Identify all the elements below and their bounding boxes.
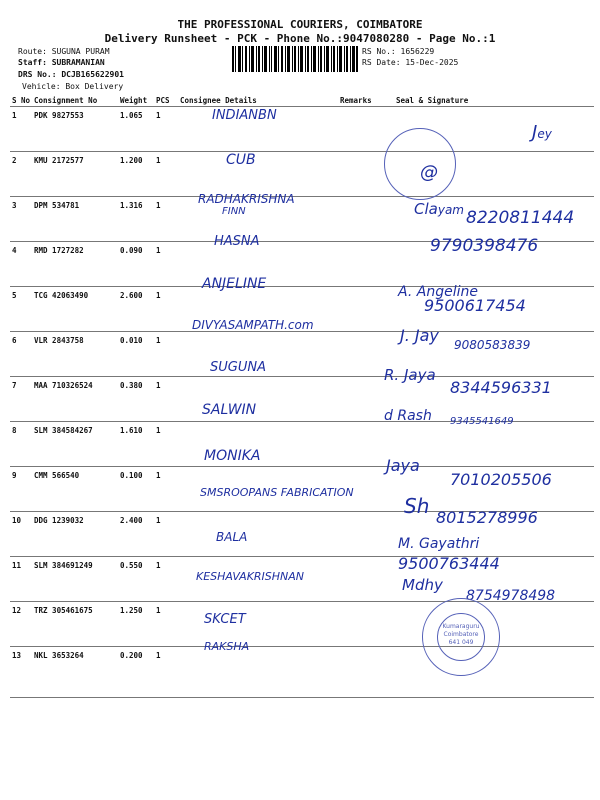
- row-remarks: [338, 242, 394, 287]
- row-weight: 1.610: [118, 422, 154, 467]
- row-sno: 5: [10, 287, 32, 332]
- consignee-handwriting: SUGUNA: [210, 360, 266, 375]
- row-pcs: 1: [154, 467, 178, 512]
- row-consignment: SLM 384691249: [32, 557, 118, 602]
- row-pcs: 1: [154, 647, 178, 698]
- row-consignee: [178, 197, 338, 242]
- row-signature: [394, 467, 594, 512]
- signature-name: M. Gayathri: [398, 536, 480, 552]
- consignee-handwriting: CUB: [226, 152, 256, 168]
- row-consignee: [178, 467, 338, 512]
- row-weight: 0.380: [118, 377, 154, 422]
- signature-name: A. Angeline: [398, 284, 478, 300]
- signature-name: Jaya: [386, 456, 420, 475]
- table-row: [10, 152, 594, 197]
- row-consignee: [178, 287, 338, 332]
- vehicle-label: Vehicle: Box Delivery: [22, 82, 124, 91]
- consignee-handwriting: RADHAKRISHNA: [198, 192, 295, 206]
- row-signature: [394, 197, 594, 242]
- row-consignee: [178, 647, 338, 698]
- row-sno: 9: [10, 467, 32, 512]
- table-row: [10, 242, 594, 287]
- signature-phone: 7010205506: [450, 470, 552, 489]
- row-remarks: [338, 512, 394, 557]
- signature-phone: 9080583839: [454, 338, 531, 352]
- signature-phone: 8344596331: [450, 378, 552, 397]
- row-signature: [394, 557, 594, 602]
- col-pcs: PCS: [156, 95, 170, 105]
- row-sno: 11: [10, 557, 32, 602]
- table-row: [10, 107, 594, 152]
- barcode-image: [232, 46, 358, 72]
- consignee-handwriting: SKCET: [204, 612, 246, 627]
- row-consignment: CMM 566540: [32, 467, 118, 512]
- seal-stamp: [384, 128, 456, 200]
- runsheet-subtitle: Delivery Runsheet - PCK - Phone No.:9047080280 - Page No.:1: [104, 32, 496, 45]
- consignee-handwriting: RAKSHA: [204, 640, 250, 653]
- consignee-handwriting: MONIKA: [204, 448, 261, 464]
- runsheet-table: [10, 94, 594, 698]
- col-consignment: Consignment No: [34, 95, 98, 105]
- row-weight: 1.065: [118, 107, 154, 152]
- row-remarks: [338, 422, 394, 467]
- col-weight: Weight: [120, 95, 148, 105]
- row-pcs: 1: [154, 602, 178, 647]
- staff-label: Staff: SUBRAMANIAN: [18, 58, 105, 67]
- consignee-handwriting: HASNA: [214, 234, 260, 249]
- signature-scribble: d Rash: [384, 408, 432, 424]
- signature-phone: 8220811444: [466, 208, 575, 228]
- row-pcs: 1: [154, 242, 178, 287]
- consignee-handwriting: BALA: [216, 530, 248, 544]
- row-signature: [394, 377, 594, 422]
- signature-name: R. Jaya: [384, 366, 436, 384]
- rs-date: RS Date: 15-Dec-2025: [362, 58, 459, 67]
- col-sno: S No: [12, 95, 31, 105]
- row-consignment: VLR 2843758: [32, 332, 118, 377]
- row-weight: 0.550: [118, 557, 154, 602]
- signature-phone: 9500763444: [398, 554, 500, 573]
- row-pcs: 1: [154, 107, 178, 152]
- row-sno: 7: [10, 377, 32, 422]
- signature-phone: 8754978498: [466, 588, 556, 604]
- row-sno: 10: [10, 512, 32, 557]
- signature-phone: 8015278996: [436, 508, 538, 527]
- signature-scribble: @: [420, 162, 438, 183]
- row-sno: 12: [10, 602, 32, 647]
- table-row: [10, 377, 594, 422]
- row-weight: 2.400: [118, 512, 154, 557]
- consignee-handwriting: SALWIN: [202, 402, 257, 418]
- table-row: [10, 332, 594, 377]
- row-sno: 8: [10, 422, 32, 467]
- row-remarks: [338, 332, 394, 377]
- row-consignment: NKL 3653264: [32, 647, 118, 698]
- table-row: [10, 422, 594, 467]
- consignee-handwriting: FINN: [222, 206, 246, 217]
- row-consignment: DDG 1239032: [32, 512, 118, 557]
- col-signature: Seal & Signature: [396, 95, 469, 105]
- row-signature: [394, 332, 594, 377]
- row-signature: [394, 512, 594, 557]
- row-consignee: [178, 377, 338, 422]
- row-weight: 0.010: [118, 332, 154, 377]
- row-sno: 6: [10, 332, 32, 377]
- runsheet-title: THE PROFESSIONAL COURIERS, COIMBATORE: [177, 18, 423, 31]
- row-consignee: [178, 152, 338, 197]
- row-sno: 3: [10, 197, 32, 242]
- signature-phone: 9790398476: [430, 236, 539, 256]
- row-consignment: TRZ 305461675: [32, 602, 118, 647]
- row-pcs: 1: [154, 512, 178, 557]
- row-signature: [394, 287, 594, 332]
- row-consignee: [178, 332, 338, 377]
- seal-stamp: [422, 598, 500, 676]
- row-consignee: [178, 242, 338, 287]
- row-pcs: 1: [154, 377, 178, 422]
- row-consignment: KMU 2172577: [32, 152, 118, 197]
- col-consignee: Consignee Details: [180, 95, 257, 105]
- row-pcs: 1: [154, 422, 178, 467]
- table-row: [10, 197, 594, 242]
- table-row: [10, 287, 594, 332]
- row-consignee: [178, 107, 338, 152]
- row-pcs: 1: [154, 332, 178, 377]
- row-consignee: [178, 557, 338, 602]
- row-consignee: [178, 422, 338, 467]
- row-pcs: 1: [154, 287, 178, 332]
- row-remarks: [338, 197, 394, 242]
- row-weight: 0.090: [118, 242, 154, 287]
- consignee-handwriting: DIVYASAMPATH.com: [192, 318, 314, 332]
- row-signature: [394, 242, 594, 287]
- table-row: [10, 557, 594, 602]
- row-consignee: [178, 512, 338, 557]
- consignee-handwriting: KESHAVAKRISHNAN: [196, 570, 305, 583]
- row-consignment: DPM 534781: [32, 197, 118, 242]
- row-remarks: [338, 647, 394, 698]
- row-sno: 4: [10, 242, 32, 287]
- table-row: [10, 467, 594, 512]
- row-weight: 0.100: [118, 467, 154, 512]
- consignee-handwriting: ANJELINE: [202, 276, 267, 292]
- row-consignment: TCG 42063490: [32, 287, 118, 332]
- consignee-handwriting: INDIANBN: [212, 108, 277, 123]
- row-weight: 2.600: [118, 287, 154, 332]
- row-weight: 1.316: [118, 197, 154, 242]
- signature-phone: 9345541649: [450, 416, 514, 427]
- route-label: Route: SUGUNA PURAM: [18, 47, 110, 56]
- table-row: [10, 602, 594, 647]
- row-consignment: SLM 384584267: [32, 422, 118, 467]
- row-remarks: [338, 287, 394, 332]
- table-header-row: [10, 94, 594, 107]
- col-remarks: Remarks: [340, 95, 372, 105]
- signature-scribble: Mdhy: [402, 576, 443, 594]
- row-pcs: 1: [154, 152, 178, 197]
- row-sno: 2: [10, 152, 32, 197]
- row-consignment: MAA 710326524: [32, 377, 118, 422]
- drs-number: DRS No.: DCJB165622901: [18, 70, 124, 79]
- signature-scribble: Clayam: [414, 200, 464, 218]
- consignee-handwriting: SMSROOPANS FABRICATION: [200, 486, 354, 499]
- row-signature: [394, 422, 594, 467]
- seal-stamp-text: Kumaraguru Coimbatore 641 049: [442, 623, 480, 646]
- row-remarks: [338, 467, 394, 512]
- signature-phone: 9500617454: [424, 296, 526, 315]
- row-sno: 13: [10, 647, 32, 698]
- row-pcs: 1: [154, 557, 178, 602]
- row-consignee: [178, 602, 338, 647]
- signature-scribble: Sh: [404, 494, 430, 518]
- row-remarks: [338, 377, 394, 422]
- row-weight: 1.250: [118, 602, 154, 647]
- signature-scribble: J. Jay: [400, 326, 439, 345]
- row-consignment: RMD 1727282: [32, 242, 118, 287]
- row-consignment: PDK 9827553: [32, 107, 118, 152]
- row-weight: 1.200: [118, 152, 154, 197]
- table-row: [10, 647, 594, 698]
- table-row: [10, 512, 594, 557]
- row-sno: 1: [10, 107, 32, 152]
- rs-number: RS No.: 1656229: [362, 47, 435, 56]
- signature-scribble: Jey: [532, 122, 552, 143]
- row-pcs: 1: [154, 197, 178, 242]
- row-remarks: [338, 557, 394, 602]
- row-remarks: [338, 602, 394, 647]
- row-weight: 0.200: [118, 647, 154, 698]
- row-remarks: [338, 107, 394, 152]
